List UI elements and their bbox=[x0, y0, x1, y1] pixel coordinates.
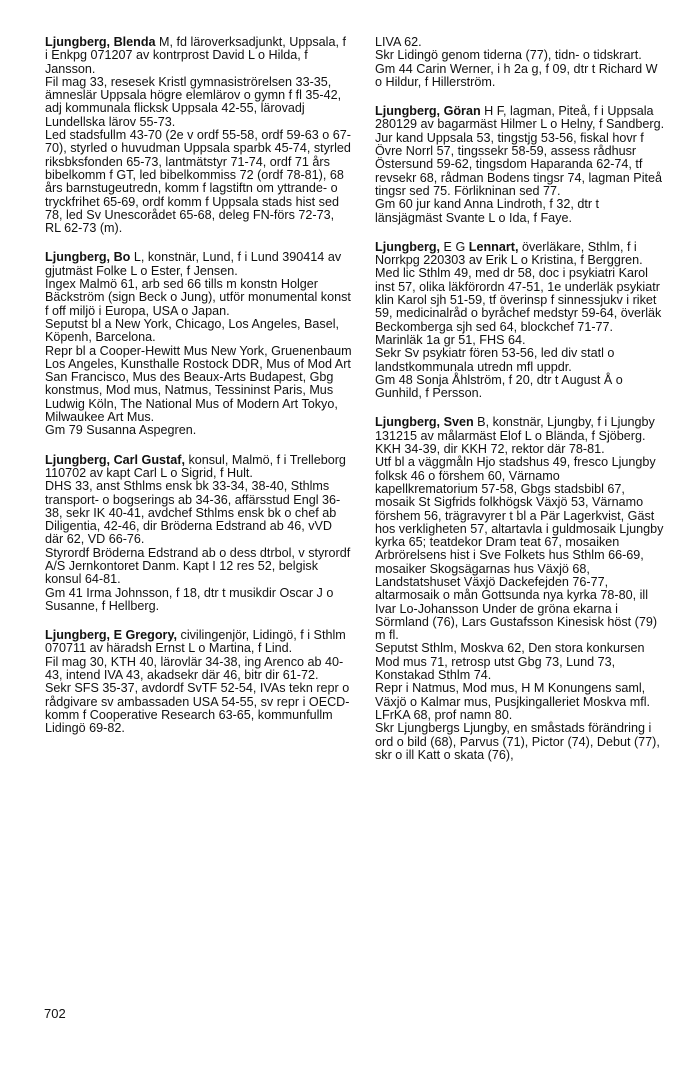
entry-paragraph: Marinläk 1a gr 51, FHS 64. bbox=[375, 332, 526, 347]
entry-intro: M, fd läroverksadjunkt, Uppsala, f i Enkpg 071207 av kontrprost David L o Hilda, f Jansson. bbox=[45, 35, 346, 76]
entry-surname: Ljungberg, bbox=[45, 35, 111, 49]
entry bbox=[45, 454, 352, 614]
entry bbox=[45, 629, 352, 735]
entry-firstname: E Gregory, bbox=[113, 628, 178, 643]
left-column bbox=[45, 36, 352, 752]
entry-heading bbox=[375, 241, 665, 268]
entry-paragraph: Sekr SFS 35-37, avdordf SvTF 52-54, IVAs tekn repr o rådgivare sv ambassaden USA 54-55, sv repr i OECD-komm f Cooperative Research 63-65, kommunfullm Lidingö 69-82. bbox=[45, 681, 350, 736]
entry-heading bbox=[45, 454, 352, 481]
entry-intro: civilingenjör, Lidingö, f i Sthlm 070711 av häradsh Ernst L o Martina, f Lind. bbox=[45, 628, 346, 656]
entry-intro: överläkare, Sthlm, f i Norrkpg 220303 av Erik L o Kristina, f Berggren. bbox=[375, 239, 643, 268]
entry-paragraph: Sekr Sv psykiatr fören 53-56, led div statl o landstkommunala utredn mfl uppdr. bbox=[375, 346, 615, 374]
entry-paragraph: Ingex Malmö 61, arb sed 66 tills m konstn Holger Bäckström (sign Beck o Jung), utför monumental konst f off miljö i Europa, USA o Japan. bbox=[45, 277, 351, 318]
entry-firstname: Göran bbox=[443, 104, 481, 119]
entry-paragraph: Gm 79 Susanna Aspegren. bbox=[45, 423, 197, 438]
page-number: 702 bbox=[44, 1006, 66, 1021]
entry-firstname: Sven bbox=[443, 415, 474, 430]
entry-surname: Ljungberg, bbox=[375, 104, 441, 119]
entry-paragraph: Utf bl a väggmåln Hjo stadshus 49, fresco Ljungby folksk 46 o förshem 60, Värnamo kapellkrematorium 57-58, Gbgs stadsbibl 67, mosaik St Sigfrids folkhögsk Växjö 53, Värnamo förshem 56, trägravyrer t bl a Pär Lagerkvist, Gäst hos verkligheten 57, altartavla i guldmosaik Ljungby kyrka 65; teatdekor Dram teat 67, mosaiken Arbrörelsens hist i Sve Folkets hus Sthlm 66-69, mosaiker Skogsägarnas hus Växjö 68, Landstatshuset Växjö Dackefejden 76-77, altarmosaik o mån Gottsunda nya kyrka 78-80, ill Ivar Lo-Johansson Under de gröna ekarna i Sörmland (76), Lars Gustafsson Kinesisk höst (79) m fl. bbox=[375, 455, 664, 643]
entry-paragraph: KKH 34-39, dir KKH 72, rektor där 78-81. bbox=[375, 442, 605, 457]
entry-heading bbox=[45, 629, 352, 656]
entry-heading bbox=[45, 36, 352, 76]
entry-surname: Ljungberg, bbox=[45, 628, 111, 643]
entry bbox=[375, 416, 665, 762]
entry-surname: Ljungberg, bbox=[375, 415, 441, 430]
entry-paragraph: Repr bl a Cooper-Hewitt Mus New York, Gruenenbaum Los Angeles, Kunsthalle Rostock DDR, Mus of Mod Art San Francisco, Mus des Beaux-Arts Budapest, Gbg konstmus, Mod mus, Natmus, Tessininst Paris, Mus Ludwig Köln, The National Mus of Modern Art Tokyo, Milwaukee Art Mus. bbox=[45, 343, 352, 425]
entry-intro: konsul, Malmö, f i Trelleborg 110702 av kapt Carl L o Sigrid, f Hult. bbox=[45, 452, 346, 480]
entry-paragraph: LIVA 62. bbox=[375, 35, 422, 49]
entry-firstname: Bo bbox=[113, 250, 131, 265]
entry-paragraph: Skr Lidingö genom tiderna (77), tidn- o tidskrart. bbox=[375, 48, 642, 63]
entry bbox=[45, 251, 352, 437]
entry-paragraph: Repr i Natmus, Mod mus, H M Konungens saml, Växjö o Kalmar mus, Pusjkingalleriet Moskva mfl. bbox=[375, 681, 651, 709]
entry-paragraph: Seputst Sthlm, Moskva 62, Den stora konkursen Mod mus 71, retrosp utst Gbg 73, Lund 73, Konstakad Sthlm 74. bbox=[375, 641, 645, 683]
entry bbox=[45, 36, 352, 235]
entry-intro: B, konstnär, Ljungby, f i Ljungby 131215 av målarmäst Elof L o Blända, f Sjöberg. bbox=[375, 415, 655, 443]
entry bbox=[375, 105, 665, 225]
entry-firstname: Blenda bbox=[113, 35, 156, 49]
entry-firstname: Lennart, bbox=[468, 239, 519, 254]
entry-intro: H F, lagman, Piteå, f i Uppsala 280129 av bagarmäst Hilmer L o Helny, f Sandberg. bbox=[375, 104, 665, 132]
entry-paragraph: Fil mag 33, resesek Kristl gymnasiströrelsen 33-35, ämneslär Uppsala högre elemlärov o gymn f fl 35-42, adj kommunala flicksk Uppsala 42-55, lärovadj Lundellska lärov 55-73. bbox=[45, 74, 342, 129]
entry-paragraph: Fil mag 30, KTH 40, lärovlär 34-38, ing Arenco ab 40-43, intend IVA 43, akadsekr där 46, bitr dir 61-72. bbox=[45, 654, 344, 683]
entry-paragraph: LFrKA 68, prof namn 80. bbox=[375, 707, 513, 722]
entry-paragraph: Gm 48 Sonja Åhlström, f 20, dtr t August Å o Gunhild, f Persson. bbox=[375, 372, 623, 401]
entry-surname: Ljungberg, bbox=[45, 250, 111, 265]
right-column bbox=[375, 36, 665, 778]
entry-paragraph: Med lic Sthlm 49, med dr 58, doc i psykiatri Karol inst 57, olika läkförordn 47-51, 1e underläk psykiatr klin Karol sjh 51-59, tf överinsp f sinnessjukv i riket 59, medicinalråd o byråchef medstyr 59-64, överläk Beckomberga sjh sed 64, blockchef 71-77. bbox=[375, 266, 662, 334]
entry-surname: Ljungberg, bbox=[45, 452, 111, 467]
entry-paragraph: Gm 44 Carin Werner, i h 2a g, f 09, dtr t Richard W o Hildur, f Hillerström. bbox=[375, 61, 658, 89]
entry-paragraph: Jur kand Uppsala 53, tingstjg 53-56, fiskal hovr f Övre Norrl 57, tingssekr 58-59, assess rådhusr Östersund 59-62, tingsdom Haparanda 62-74, tf revsekr 68, rådman Bodens tingsr 74, lagman Piteå tingsr sed 75. Förlikninan sed 77. bbox=[375, 130, 663, 198]
entry bbox=[375, 241, 665, 401]
entry-firstname: Carl Gustaf, bbox=[113, 452, 185, 467]
entry-paragraph: Gm 41 Irma Johnsson, f 18, dtr t musikdir Oscar J o Susanne, f Hellberg. bbox=[45, 585, 334, 613]
entry-heading bbox=[45, 251, 352, 278]
entry-paragraph: Seputst bl a New York, Chicago, Los Angeles, Basel, Köpenh, Barcelona. bbox=[45, 316, 340, 345]
entry-paragraph: Styrordf Bröderna Edstrand ab o dess dtrbol, v styrordf A/S Jernkontoret Danm. Kapt I 12 res 52, belgisk konsul 64-81. bbox=[45, 545, 351, 587]
entry-paragraph: Gm 60 jur kand Anna Lindroth, f 32, dtr t länsjägmäst Svante L o Ida, f Faye. bbox=[375, 197, 600, 225]
entry-paragraph: Led stadsfullm 43-70 (2e v ordf 55-58, ordf 59-63 o 67-70), styrled o huvudman Uppsala sparbk 45-74, styrled riksbksfonden 65-73, lantmätstyr 71-74, ordf 71 års bibelkomm f GT, led bibelkommiss 72 (ordf 78-81), 68 års barnstugeutredn, komm f lagstiftn om yttrande- o tryckfrihet 65-69, ordf komm f Uppsala stads hist sed 78, led Sv Unescorådet 65-68, deleg FN-förs 72-73, RL 62-73 (m). bbox=[45, 128, 351, 236]
entry-intro: L, konstnär, Lund, f i Lund 390414 av gjutmäst Folke L o Ester, f Jensen. bbox=[45, 250, 342, 278]
entry-heading bbox=[375, 416, 665, 443]
entry-surname: Ljungberg, bbox=[375, 239, 441, 254]
entry-heading bbox=[375, 105, 665, 132]
entry-initials: E G bbox=[440, 239, 469, 254]
entry-paragraph: DHS 33, anst Sthlms ensk bk 33-34, 38-40, Sthlms transport- o bogserings ab 34-36, affärsstud Engl 36-38, sekr IK 40-41, avdchef Sthlms ensk bk o chef ab Diligentia, 42-46, dir Bröderna Edstrand ab 46, vVD där 62, VD 66-76. bbox=[45, 479, 341, 547]
entry bbox=[375, 36, 665, 89]
entry-paragraph: Skr Ljungbergs Ljungby, en småstads förändring i ord o bild (68), Parvus (71), Pictor (74), Debut (77), skr o ill Katt o skata (76), bbox=[375, 721, 660, 762]
